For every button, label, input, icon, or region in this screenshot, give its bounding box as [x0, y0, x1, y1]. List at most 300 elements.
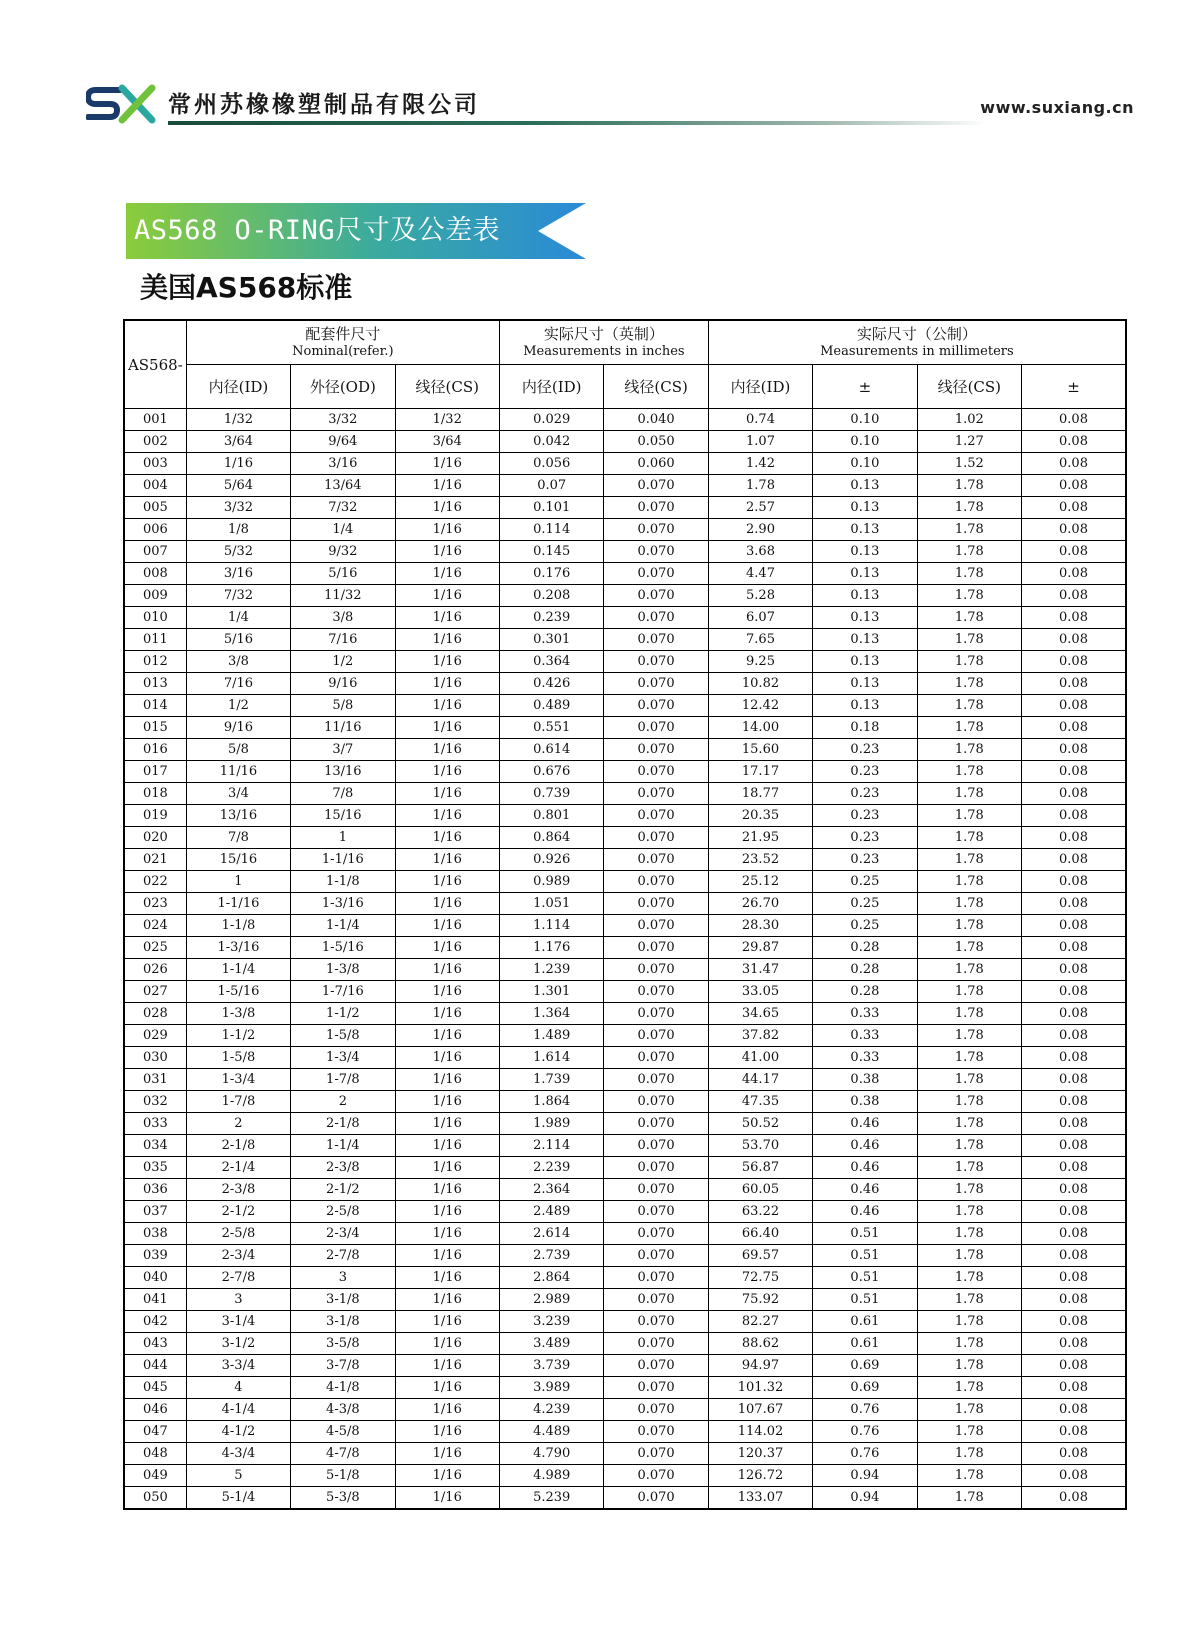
table-row — [124, 783, 1126, 805]
table-cell: 0.08 — [1022, 1333, 1126, 1355]
dash-number-cell: 005 — [124, 497, 186, 519]
table-cell: 0.08 — [1022, 1289, 1126, 1311]
table-cell: 0.28 — [813, 959, 917, 981]
table-cell: 126.72 — [708, 1465, 812, 1487]
table-cell: 4 — [186, 1377, 290, 1399]
table-cell: 7/8 — [186, 827, 290, 849]
table-cell: 0.08 — [1022, 475, 1126, 497]
dash-number-cell: 036 — [124, 1179, 186, 1201]
table-cell: 2.57 — [708, 497, 812, 519]
table-cell: 0.25 — [813, 871, 917, 893]
table-cell: 2-7/8 — [291, 1245, 395, 1267]
header-divider — [168, 121, 988, 125]
table-cell: 0.08 — [1022, 761, 1126, 783]
table-cell: 1/16 — [395, 1025, 499, 1047]
table-cell: 1.489 — [499, 1025, 603, 1047]
table-cell: 1/16 — [395, 1135, 499, 1157]
table-cell: 1.78 — [917, 1003, 1021, 1025]
table-cell: 0.070 — [604, 1377, 708, 1399]
table-cell: 15/16 — [291, 805, 395, 827]
table-cell: 1/16 — [395, 519, 499, 541]
table-cell: 18.77 — [708, 783, 812, 805]
dash-number-cell: 028 — [124, 1003, 186, 1025]
table-cell: 1/16 — [395, 673, 499, 695]
table-row — [124, 1157, 1126, 1179]
table-cell: 0.08 — [1022, 937, 1126, 959]
table-cell: 21.95 — [708, 827, 812, 849]
group-zh: 实际尺寸（公制） — [856, 324, 977, 343]
table-cell: 0.864 — [499, 827, 603, 849]
table-cell: 0.070 — [604, 1355, 708, 1377]
table-cell: 0.28 — [813, 937, 917, 959]
table-cell: 1.78 — [917, 1465, 1021, 1487]
table-cell: 1-3/8 — [186, 1003, 290, 1025]
table-cell: 0.51 — [813, 1245, 917, 1267]
table-cell: 0.301 — [499, 629, 603, 651]
table-cell: 0.13 — [813, 651, 917, 673]
table-cell: 5-1/8 — [291, 1465, 395, 1487]
table-cell: 0.38 — [813, 1091, 917, 1113]
table-cell: 0.070 — [604, 1003, 708, 1025]
table-cell: 5/16 — [186, 629, 290, 651]
table-cell: 0.145 — [499, 541, 603, 563]
table-cell: 0.23 — [813, 783, 917, 805]
table-cell: 1/16 — [395, 871, 499, 893]
table-cell: 0.08 — [1022, 695, 1126, 717]
table-cell: 4.47 — [708, 563, 812, 585]
table-cell: 0.08 — [1022, 1179, 1126, 1201]
table-cell: 0.13 — [813, 497, 917, 519]
table-row — [124, 695, 1126, 717]
table-row — [124, 1091, 1126, 1113]
table-cell: 1.78 — [917, 585, 1021, 607]
table-cell: 0.51 — [813, 1223, 917, 1245]
table-cell: 1/16 — [395, 1267, 499, 1289]
table-cell: 4-3/4 — [186, 1443, 290, 1465]
table-cell: 0.551 — [499, 717, 603, 739]
table-cell: 1/16 — [395, 497, 499, 519]
table-cell: 2-3/4 — [186, 1245, 290, 1267]
table-cell: 1/16 — [395, 1201, 499, 1223]
table-cell: 0.13 — [813, 519, 917, 541]
table-cell: 1-3/4 — [291, 1047, 395, 1069]
table-cell: 9/64 — [291, 431, 395, 453]
table-row — [124, 1377, 1126, 1399]
group-zh: 配套件尺寸 — [305, 324, 381, 343]
table-cell: 3-3/4 — [186, 1355, 290, 1377]
dash-number-cell: 029 — [124, 1025, 186, 1047]
table-cell: 1/16 — [395, 1311, 499, 1333]
table-cell: 0.76 — [813, 1443, 917, 1465]
table-cell: 0.25 — [813, 893, 917, 915]
page-subtitle: 美国AS568标准 — [140, 271, 353, 304]
table-cell: 0.364 — [499, 651, 603, 673]
website-link[interactable]: www.suxiang.cn — [980, 98, 1134, 117]
table-cell: 1.78 — [917, 761, 1021, 783]
table-cell: 1.78 — [917, 651, 1021, 673]
table-cell: 1-7/16 — [291, 981, 395, 1003]
table-cell: 44.17 — [708, 1069, 812, 1091]
table-cell: 1/16 — [395, 475, 499, 497]
table-cell: 0.050 — [604, 431, 708, 453]
table-cell: 0.08 — [1022, 585, 1126, 607]
table-cell: 1/16 — [395, 585, 499, 607]
dash-number-cell: 040 — [124, 1267, 186, 1289]
table-cell: 0.08 — [1022, 1091, 1126, 1113]
group-en: Nominal(refer.) — [292, 343, 394, 359]
table-cell: 1/16 — [395, 651, 499, 673]
group-header-nominal — [186, 320, 499, 365]
table-cell: 3.739 — [499, 1355, 603, 1377]
table-cell: 41.00 — [708, 1047, 812, 1069]
table-cell: 5-1/4 — [186, 1487, 290, 1510]
table-cell: 1/16 — [395, 1465, 499, 1487]
table-cell: 4-1/8 — [291, 1377, 395, 1399]
table-cell: 1/16 — [395, 761, 499, 783]
table-cell: 47.35 — [708, 1091, 812, 1113]
table-cell: 12.42 — [708, 695, 812, 717]
table-cell: 107.67 — [708, 1399, 812, 1421]
table-cell: 9/16 — [291, 673, 395, 695]
table-cell: 1.78 — [917, 1157, 1021, 1179]
table-cell: 0.056 — [499, 453, 603, 475]
table-cell: 0.08 — [1022, 915, 1126, 937]
table-cell: 3-1/4 — [186, 1311, 290, 1333]
table-cell: 3-5/8 — [291, 1333, 395, 1355]
table-row — [124, 1355, 1126, 1377]
table-cell: 2-1/2 — [291, 1179, 395, 1201]
table-cell: 1-1/4 — [291, 915, 395, 937]
table-cell: 33.05 — [708, 981, 812, 1003]
dash-number-cell: 037 — [124, 1201, 186, 1223]
dash-number-cell: 004 — [124, 475, 186, 497]
table-cell: 0.08 — [1022, 453, 1126, 475]
table-cell: 2-1/4 — [186, 1157, 290, 1179]
table-cell: 0.070 — [604, 541, 708, 563]
sx-logo-icon — [86, 84, 156, 128]
table-cell: 1.78 — [917, 695, 1021, 717]
dash-number-cell: 039 — [124, 1245, 186, 1267]
table-cell: 5.28 — [708, 585, 812, 607]
dash-number-cell: 011 — [124, 629, 186, 651]
table-cell: 0.08 — [1022, 651, 1126, 673]
table-cell: 1.78 — [917, 607, 1021, 629]
table-cell: 2.364 — [499, 1179, 603, 1201]
table-cell: 0.070 — [604, 915, 708, 937]
table-cell: 1.78 — [917, 1069, 1021, 1091]
group-en: Measurements in inches — [523, 343, 685, 359]
table-cell: 0.070 — [604, 1465, 708, 1487]
table-cell: 0.08 — [1022, 519, 1126, 541]
table-cell: 1/16 — [395, 695, 499, 717]
table-cell: 1/16 — [395, 981, 499, 1003]
table-cell: 3/8 — [291, 607, 395, 629]
dash-number-cell: 009 — [124, 585, 186, 607]
table-cell: 1.78 — [917, 805, 1021, 827]
table-cell: 1.78 — [917, 1355, 1021, 1377]
table-row — [124, 937, 1126, 959]
table-cell: 1-3/8 — [291, 959, 395, 981]
table-cell: 4.790 — [499, 1443, 603, 1465]
table-cell: 1/16 — [395, 959, 499, 981]
table-cell: 0.23 — [813, 827, 917, 849]
table-cell: 0.070 — [604, 849, 708, 871]
dash-number-cell: 048 — [124, 1443, 186, 1465]
table-cell: 1-3/16 — [186, 937, 290, 959]
table-cell: 0.28 — [813, 981, 917, 1003]
table-cell: 7/32 — [186, 585, 290, 607]
table-row — [124, 519, 1126, 541]
table-cell: 3/32 — [291, 409, 395, 431]
dash-number-cell: 015 — [124, 717, 186, 739]
table-row — [124, 1025, 1126, 1047]
table-cell: 3.989 — [499, 1377, 603, 1399]
table-cell: 17.17 — [708, 761, 812, 783]
table-cell: 0.070 — [604, 497, 708, 519]
table-cell: 0.070 — [604, 805, 708, 827]
table-cell: 53.70 — [708, 1135, 812, 1157]
table-cell: 1.78 — [917, 1311, 1021, 1333]
dash-number-cell: 047 — [124, 1421, 186, 1443]
table-cell: 0.13 — [813, 475, 917, 497]
table-cell: 0.101 — [499, 497, 603, 519]
table-cell: 1.78 — [917, 1377, 1021, 1399]
col-header: 内径(ID) — [186, 365, 290, 409]
table-cell: 1-7/8 — [291, 1069, 395, 1091]
dash-number-cell: 008 — [124, 563, 186, 585]
table-cell: 0.08 — [1022, 739, 1126, 761]
table-cell: 0.070 — [604, 651, 708, 673]
table-row — [124, 1289, 1126, 1311]
table-cell: 3.239 — [499, 1311, 603, 1333]
table-cell: 0.08 — [1022, 1157, 1126, 1179]
table-cell: 69.57 — [708, 1245, 812, 1267]
table-cell: 2.114 — [499, 1135, 603, 1157]
table-cell: 5/8 — [186, 739, 290, 761]
col-header: 内径(ID) — [708, 365, 812, 409]
dash-number-cell: 032 — [124, 1091, 186, 1113]
table-cell: 1/4 — [291, 519, 395, 541]
table-cell: 13/16 — [291, 761, 395, 783]
group-header-inches — [499, 320, 708, 365]
table-cell: 4-1/2 — [186, 1421, 290, 1443]
table-cell: 0.070 — [604, 1487, 708, 1510]
table-cell: 120.37 — [708, 1443, 812, 1465]
table-cell: 1.78 — [917, 739, 1021, 761]
table-cell: 0.070 — [604, 629, 708, 651]
table-cell: 0.08 — [1022, 981, 1126, 1003]
table-cell: 0.070 — [604, 1311, 708, 1333]
table-cell: 0.08 — [1022, 959, 1126, 981]
table-cell: 1/16 — [395, 1223, 499, 1245]
table-row — [124, 893, 1126, 915]
table-cell: 0.070 — [604, 1201, 708, 1223]
table-cell: 1.78 — [917, 475, 1021, 497]
table-cell: 0.08 — [1022, 1311, 1126, 1333]
table-cell: 66.40 — [708, 1223, 812, 1245]
table-cell: 0.51 — [813, 1289, 917, 1311]
table-cell: 0.13 — [813, 541, 917, 563]
table-cell: 1-5/8 — [291, 1025, 395, 1047]
table-cell: 1.78 — [917, 629, 1021, 651]
table-cell: 1-7/8 — [186, 1091, 290, 1113]
table-row — [124, 651, 1126, 673]
table-cell: 0.08 — [1022, 541, 1126, 563]
table-cell: 0.926 — [499, 849, 603, 871]
dash-number-cell: 044 — [124, 1355, 186, 1377]
table-row — [124, 739, 1126, 761]
table-cell: 0.08 — [1022, 1025, 1126, 1047]
table-cell: 3-1/8 — [291, 1311, 395, 1333]
table-cell: 0.070 — [604, 1267, 708, 1289]
table-row — [124, 827, 1126, 849]
table-cell: 7/32 — [291, 497, 395, 519]
table-cell: 9/32 — [291, 541, 395, 563]
table-cell: 101.32 — [708, 1377, 812, 1399]
table-cell: 0.08 — [1022, 1201, 1126, 1223]
table-cell: 0.08 — [1022, 783, 1126, 805]
table-cell: 0.070 — [604, 871, 708, 893]
table-cell: 1/2 — [186, 695, 290, 717]
table-cell: 1/16 — [395, 1355, 499, 1377]
table-cell: 1/32 — [395, 409, 499, 431]
table-cell: 60.05 — [708, 1179, 812, 1201]
table-cell: 3.489 — [499, 1333, 603, 1355]
table-cell: 13/64 — [291, 475, 395, 497]
table-cell: 5.239 — [499, 1487, 603, 1510]
table-cell: 0.042 — [499, 431, 603, 453]
table-cell: 5/32 — [186, 541, 290, 563]
table-cell: 1/16 — [395, 629, 499, 651]
dash-number-cell: 019 — [124, 805, 186, 827]
col-header: ± — [813, 365, 917, 409]
dash-number-cell: 022 — [124, 871, 186, 893]
table-cell: 1/16 — [395, 1333, 499, 1355]
corner-header: AS568- — [124, 320, 186, 409]
table-cell: 0.989 — [499, 871, 603, 893]
table-cell: 1/16 — [395, 541, 499, 563]
table-cell: 2-5/8 — [186, 1223, 290, 1245]
table-cell: 0.070 — [604, 827, 708, 849]
table-cell: 0.08 — [1022, 827, 1126, 849]
table-cell: 1.78 — [917, 915, 1021, 937]
table-cell: 1/16 — [395, 453, 499, 475]
col-header: ± — [1022, 365, 1126, 409]
table-cell: 3/7 — [291, 739, 395, 761]
table-cell: 50.52 — [708, 1113, 812, 1135]
table-row — [124, 1333, 1126, 1355]
table-cell: 0.614 — [499, 739, 603, 761]
table-cell: 88.62 — [708, 1333, 812, 1355]
table-cell: 1-1/16 — [186, 893, 290, 915]
table-cell: 0.08 — [1022, 673, 1126, 695]
table-cell: 3 — [186, 1289, 290, 1311]
table-cell: 3-7/8 — [291, 1355, 395, 1377]
table-cell: 7.65 — [708, 629, 812, 651]
group-en: Measurements in millimeters — [820, 343, 1014, 359]
table-body — [124, 409, 1126, 1510]
table-cell: 2.989 — [499, 1289, 603, 1311]
table-cell: 5/64 — [186, 475, 290, 497]
table-cell: 25.12 — [708, 871, 812, 893]
table-cell: 0.08 — [1022, 1465, 1126, 1487]
table-cell: 2.864 — [499, 1267, 603, 1289]
table-row — [124, 1487, 1126, 1510]
table-cell: 0.08 — [1022, 497, 1126, 519]
table-cell: 0.070 — [604, 1047, 708, 1069]
table-row — [124, 1047, 1126, 1069]
table-cell: 23.52 — [708, 849, 812, 871]
dash-number-cell: 038 — [124, 1223, 186, 1245]
table-cell: 31.47 — [708, 959, 812, 981]
table-cell: 0.07 — [499, 475, 603, 497]
table-cell: 1.78 — [917, 783, 1021, 805]
table-cell: 1.78 — [917, 1267, 1021, 1289]
table-cell: 1.176 — [499, 937, 603, 959]
dash-number-cell: 042 — [124, 1311, 186, 1333]
table-cell: 1.78 — [917, 541, 1021, 563]
table-cell: 1.78 — [917, 981, 1021, 1003]
table-cell: 0.46 — [813, 1179, 917, 1201]
table-cell: 0.25 — [813, 915, 917, 937]
table-cell: 0.38 — [813, 1069, 917, 1091]
table-cell: 1/16 — [395, 1289, 499, 1311]
table-cell: 0.94 — [813, 1465, 917, 1487]
table-cell: 1.364 — [499, 1003, 603, 1025]
title-banner — [126, 203, 586, 259]
col-header: 线径(CS) — [395, 365, 499, 409]
table-cell: 0.13 — [813, 673, 917, 695]
table-cell: 13/16 — [186, 805, 290, 827]
table-cell: 0.23 — [813, 761, 917, 783]
table-cell: 3/64 — [186, 431, 290, 453]
table-cell: 1.78 — [917, 1333, 1021, 1355]
table-row — [124, 475, 1126, 497]
table-cell: 0.08 — [1022, 1377, 1126, 1399]
table-cell: 0.10 — [813, 453, 917, 475]
table-row — [124, 673, 1126, 695]
table-cell: 1.78 — [917, 1421, 1021, 1443]
table-cell: 1.864 — [499, 1091, 603, 1113]
table-row — [124, 805, 1126, 827]
table-cell: 1/16 — [395, 1157, 499, 1179]
table-cell: 2-3/4 — [291, 1223, 395, 1245]
table-cell: 1/16 — [395, 607, 499, 629]
table-cell: 1.78 — [917, 1179, 1021, 1201]
table-cell: 7/8 — [291, 783, 395, 805]
table-cell: 1/16 — [395, 1399, 499, 1421]
table-cell: 1.42 — [708, 453, 812, 475]
table-cell: 1/16 — [395, 1377, 499, 1399]
table-cell: 0.070 — [604, 1157, 708, 1179]
table-cell: 1/16 — [395, 915, 499, 937]
table-cell: 1.78 — [917, 1487, 1021, 1510]
table-cell: 15/16 — [186, 849, 290, 871]
table-cell: 0.08 — [1022, 1443, 1126, 1465]
table-cell: 0.489 — [499, 695, 603, 717]
table-cell: 34.65 — [708, 1003, 812, 1025]
table-cell: 37.82 — [708, 1025, 812, 1047]
table-cell: 1 — [291, 827, 395, 849]
table-cell: 0.070 — [604, 695, 708, 717]
table-cell: 1.78 — [917, 1113, 1021, 1135]
table-cell: 11/16 — [291, 717, 395, 739]
dash-number-cell: 034 — [124, 1135, 186, 1157]
table-cell: 1.78 — [917, 959, 1021, 981]
table-cell: 0.070 — [604, 981, 708, 1003]
table-cell: 0.239 — [499, 607, 603, 629]
table-cell: 0.070 — [604, 1333, 708, 1355]
